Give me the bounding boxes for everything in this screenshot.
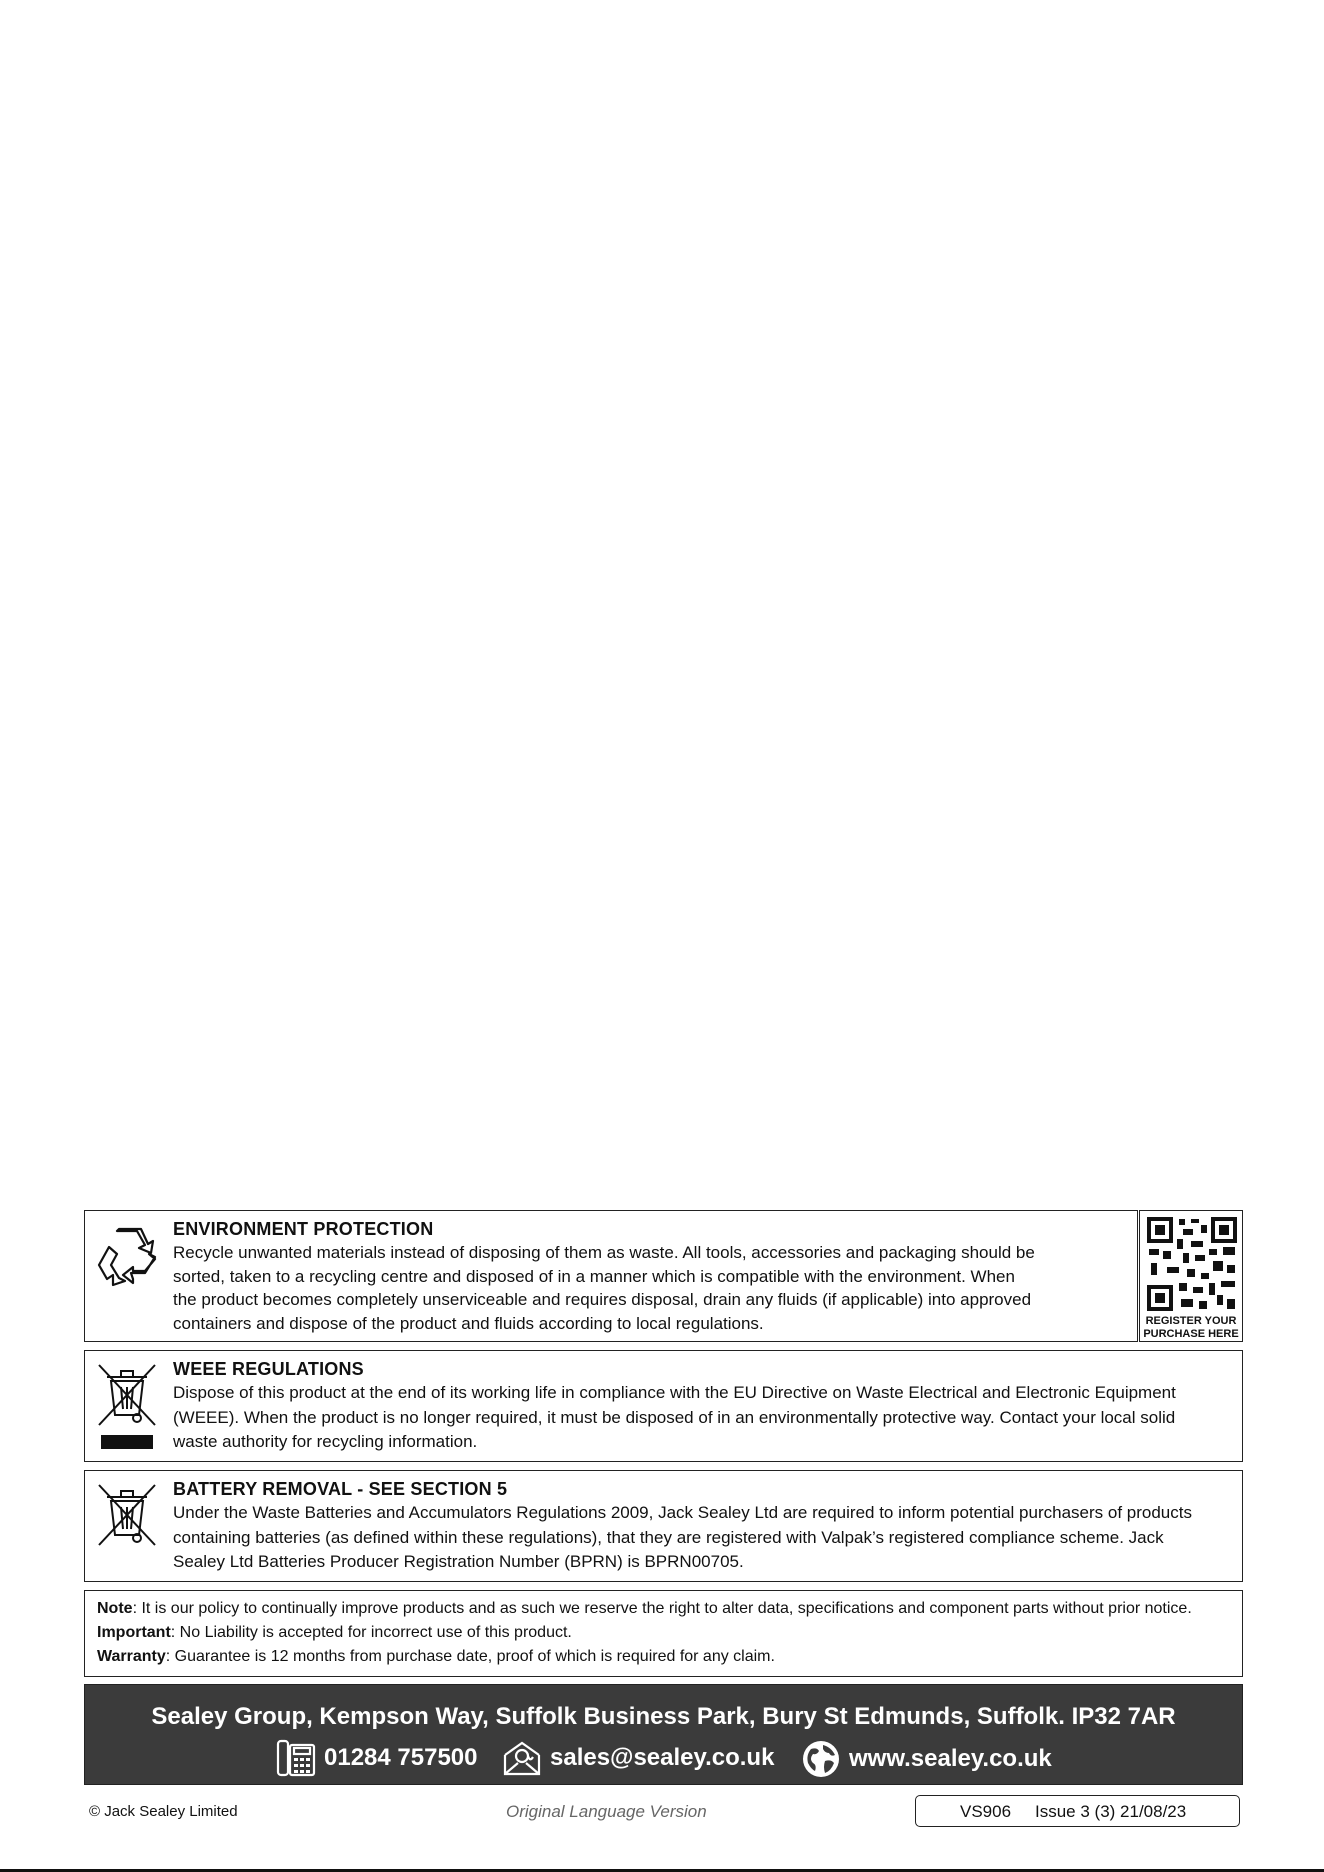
email-contact[interactable] xyxy=(502,1739,774,1777)
qr-register-box[interactable] xyxy=(1139,1210,1243,1342)
weee-line: (WEEE). When the product is no longer required, it must be disposed of in an environmentally protective way. Contact your local solid xyxy=(173,1408,1176,1427)
battery-line: Sealey Ltd Batteries Producer Registration Number (BPRN) is BPRN00705. xyxy=(173,1552,744,1571)
issue-box xyxy=(915,1795,1240,1827)
environment-title: ENVIRONMENT PROTECTION xyxy=(173,1219,434,1239)
environment-line: containers and dispose of the product and fluids according to local regulations. xyxy=(173,1314,764,1333)
qr-caption: REGISTER YOUR PURCHASE HERE xyxy=(1143,1315,1239,1340)
phone-icon xyxy=(276,1739,316,1777)
company-address: Sealey Group, Kempson Way, Suffolk Business Park, Bury St Edmunds, Suffolk. IP32 7AR xyxy=(151,1703,1176,1730)
crossed-bin-icon xyxy=(97,1363,157,1453)
environment-line: the product becomes completely unserviceable and requires disposal, drain any fluids (if applicable) into approved xyxy=(173,1290,1032,1309)
qr-code-icon[interactable] xyxy=(1147,1217,1237,1311)
environment-line: Recycle unwanted materials instead of disposing of them as waste. All tools, accessories and packaging should be xyxy=(173,1243,1035,1262)
warranty-line: Warranty: Guarantee is 12 months from purchase date, proof of which is required for any claim. xyxy=(97,1648,775,1665)
website-contact[interactable] xyxy=(801,1739,1052,1779)
battery-title: BATTERY REMOVAL - SEE SECTION 5 xyxy=(173,1479,508,1499)
notes-box xyxy=(84,1590,1243,1677)
note-line: Note: It is our policy to continually improve products and as such we reserve the right to alter data, specifications and component parts without prior notice. xyxy=(97,1600,1192,1617)
battery-removal-box xyxy=(84,1470,1243,1582)
environment-protection-box xyxy=(84,1210,1138,1342)
environment-line: sorted, taken to a recycling centre and disposed of in a manner which is compatible with the environment. When xyxy=(173,1267,1015,1286)
battery-line: Under the Waste Batteries and Accumulators Regulations 2009, Jack Sealey Ltd are required to inform potential purchasers of products xyxy=(173,1503,1192,1522)
weee-title: WEEE REGULATIONS xyxy=(173,1359,364,1379)
crossed-bin-icon xyxy=(97,1483,157,1553)
important-line: Important: No Liability is accepted for incorrect use of this product. xyxy=(97,1624,572,1641)
weee-line: Dispose of this product at the end of its working life in compliance with the EU Directive on Waste Electrical and Electronic Equipment xyxy=(173,1383,1176,1402)
model-number: VS906 xyxy=(960,1802,1012,1821)
phone-contact[interactable] xyxy=(276,1739,478,1777)
copyright: © Jack Sealey Limited xyxy=(89,1803,238,1820)
contact-footer-band xyxy=(84,1684,1243,1785)
weee-line: waste authority for recycling information. xyxy=(173,1432,478,1451)
email-icon xyxy=(502,1739,542,1777)
recycle-icon xyxy=(95,1223,159,1287)
issue-number: Issue 3 (3) 21/08/23 xyxy=(1035,1802,1187,1821)
email-address[interactable]: sales@sealey.co.uk xyxy=(550,1744,775,1771)
website-url[interactable]: www.sealey.co.uk xyxy=(849,1745,1052,1772)
phone-number[interactable]: 01284 757500 xyxy=(324,1744,478,1771)
weee-regulations-box xyxy=(84,1350,1243,1462)
battery-line: containing batteries (as defined within these regulations), that they are registered with Valpak’s registered compliance scheme. Jack xyxy=(173,1528,1164,1547)
globe-icon xyxy=(801,1739,841,1779)
language-version: Original Language Version xyxy=(506,1802,707,1821)
